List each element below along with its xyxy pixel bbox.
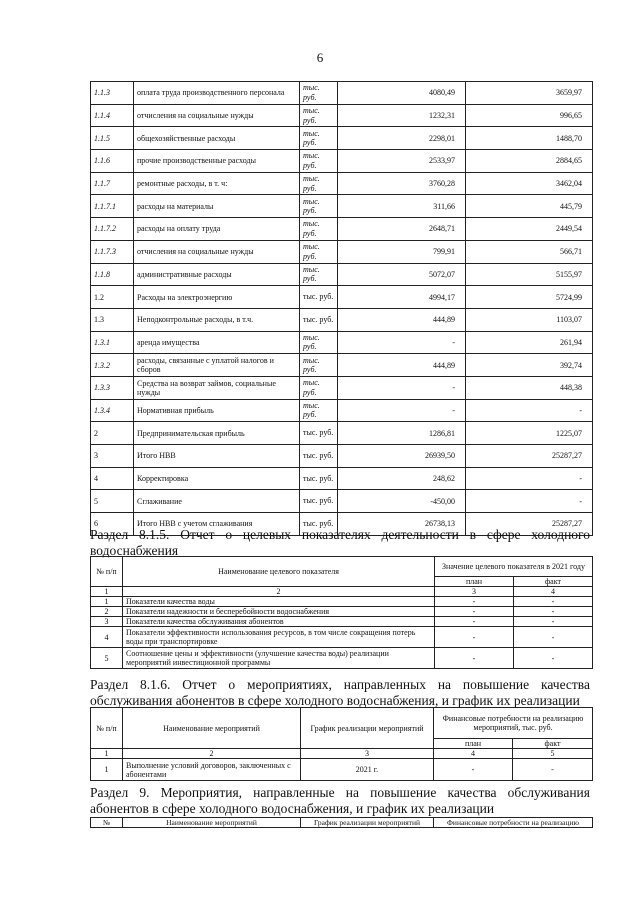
row-code: 3 <box>91 445 134 468</box>
row-unit: тыс. руб. <box>300 422 338 445</box>
row-name: Нормативная прибыль <box>134 399 300 422</box>
row-unit: тыс. руб. <box>300 513 338 536</box>
indicator-plan: - <box>435 607 514 617</box>
col-name-header: Наименование целевого показателя <box>123 557 435 587</box>
row-code: 1.1.7.3 <box>91 240 134 263</box>
row-name: ремонтные расходы, в т. ч: <box>134 172 300 195</box>
col-plan-header: план <box>434 739 513 749</box>
row-name: отчисления на социальные нужды <box>134 240 300 263</box>
indicator-row <box>91 607 593 617</box>
indicator-num: 3 <box>91 617 123 627</box>
row-value-1: 26738,13 <box>338 513 466 536</box>
index-cell: 2 <box>123 587 435 597</box>
row-value-1: - <box>338 331 466 354</box>
col-plan-header: план <box>435 577 514 587</box>
cost-table-row <box>91 422 593 445</box>
row-value-1: 4994,17 <box>338 286 466 309</box>
cost-table-row <box>91 263 593 286</box>
section-9-heading: Раздел 9. Мероприятия, направленные на повышение качества обслуживания абонентов в сфере холодного водоснабжения, и график их реализации <box>90 785 590 816</box>
indicator-row <box>91 648 593 669</box>
col-value-header: Значение целевого показателя в 2021 году <box>435 557 593 577</box>
row-value-2: 392,74 <box>466 354 593 377</box>
row-value-1: 26939,50 <box>338 445 466 468</box>
row-value-2: 25287,27 <box>466 513 593 536</box>
row-name: административные расходы <box>134 263 300 286</box>
indicator-name: Показатели качества воды <box>123 597 435 607</box>
event-fact: - <box>513 759 593 781</box>
indicator-name: Показатели качества обслуживания абонентов <box>123 617 435 627</box>
col-fact-header: факт <box>513 739 593 749</box>
row-unit: тыс. руб. <box>300 104 338 127</box>
row-name: расходы на оплату труда <box>134 218 300 241</box>
indicator-plan: - <box>435 597 514 607</box>
row-code: 1.1.8 <box>91 263 134 286</box>
col-schedule-header: График реализации мероприятий <box>301 818 434 828</box>
row-code: 1.3.1 <box>91 331 134 354</box>
indicator-num: 2 <box>91 607 123 617</box>
row-code: 1.1.7 <box>91 172 134 195</box>
indicator-row <box>91 597 593 607</box>
row-name: Корректировка <box>134 467 300 490</box>
section-9-table <box>90 817 593 828</box>
row-name: Неподконтрольные расходы, в т.ч. <box>134 308 300 331</box>
indicator-row <box>91 617 593 627</box>
row-value-2: - <box>466 399 593 422</box>
row-unit: тыс. руб. <box>300 82 338 105</box>
row-value-2: 2884,65 <box>466 150 593 173</box>
row-name: Итого НВВ с учетом сглаживания <box>134 513 300 536</box>
col-num-header: № п/п <box>91 708 123 749</box>
index-cell: 2 <box>123 749 301 759</box>
row-value-1: 2298,01 <box>338 127 466 150</box>
row-code: 1.3.3 <box>91 376 134 399</box>
indicator-plan: - <box>435 648 514 669</box>
index-cell: 4 <box>434 749 513 759</box>
row-name: Предпринимательская прибыль <box>134 422 300 445</box>
cost-table-row <box>91 240 593 263</box>
row-unit: тыс. руб. <box>300 354 338 377</box>
cost-table-row <box>91 308 593 331</box>
row-code: 1.3.4 <box>91 399 134 422</box>
cost-table-row <box>91 376 593 399</box>
row-unit: тыс. руб. <box>300 172 338 195</box>
row-code: 6 <box>91 513 134 536</box>
row-value-2: 1488,70 <box>466 127 593 150</box>
row-code: 1.1.7.2 <box>91 218 134 241</box>
row-unit: тыс. руб. <box>300 263 338 286</box>
cost-table-row <box>91 195 593 218</box>
row-value-1: - <box>338 376 466 399</box>
cost-table-row <box>91 467 593 490</box>
row-code: 1.1.4 <box>91 104 134 127</box>
row-value-2: 5155,97 <box>466 263 593 286</box>
row-value-2: 996,65 <box>466 104 593 127</box>
col-fact-header: факт <box>514 577 593 587</box>
event-schedule: 2021 г. <box>301 759 434 781</box>
row-unit: тыс. руб. <box>300 445 338 468</box>
indicator-name: Показатели эффективности использования ресурсов, в том числе сокращения потерь воды при транспортировке <box>123 627 435 648</box>
row-name: аренда имущества <box>134 331 300 354</box>
row-name: отчисления на социальные нужды <box>134 104 300 127</box>
row-unit: тыс. руб. <box>300 240 338 263</box>
row-value-1: 311,66 <box>338 195 466 218</box>
col-schedule-header: График реализации мероприятий <box>301 708 434 749</box>
indicator-plan: - <box>435 627 514 648</box>
row-name: расходы на материалы <box>134 195 300 218</box>
index-cell: 1 <box>91 587 123 597</box>
row-code: 4 <box>91 467 134 490</box>
col-fin-header: Финансовые потребности на реализацию <box>434 818 593 828</box>
row-value-1: 5072,07 <box>338 263 466 286</box>
row-value-2: 1103,07 <box>466 308 593 331</box>
section-8-1-6-heading: Раздел 8.1.6. Отчет о мероприятиях, направленных на повышение качества обслуживания абонентов в сфере холодного водоснабжения, и график их реализации <box>90 677 590 708</box>
target-indicators-table <box>90 556 593 669</box>
row-unit: тыс. руб. <box>300 399 338 422</box>
section-8-1-5-heading: Раздел 8.1.5. Отчет о целевых показателях деятельности в сфере холодного водоснабжения <box>90 527 590 558</box>
cost-table-row <box>91 445 593 468</box>
event-name: Выполнение условий договоров, заключенных с абонентами <box>123 759 301 781</box>
row-code: 1.3 <box>91 308 134 331</box>
cost-table-row <box>91 82 593 105</box>
row-code: 1.3.2 <box>91 354 134 377</box>
indicator-fact: - <box>514 648 593 669</box>
row-value-1: 444,89 <box>338 308 466 331</box>
row-code: 5 <box>91 490 134 513</box>
row-value-1: 1286,81 <box>338 422 466 445</box>
row-value-1: 3760,28 <box>338 172 466 195</box>
index-cell: 3 <box>435 587 514 597</box>
indicator-fact: - <box>514 607 593 617</box>
row-code: 1.1.6 <box>91 150 134 173</box>
row-unit: тыс. руб. <box>300 376 338 399</box>
row-value-2: 1225,07 <box>466 422 593 445</box>
indicator-num: 5 <box>91 648 123 669</box>
row-name: Расходы на электроэнергию <box>134 286 300 309</box>
col-num-header: № п/п <box>91 557 123 587</box>
cost-table-row <box>91 399 593 422</box>
row-unit: тыс. руб. <box>300 127 338 150</box>
row-value-2: 566,71 <box>466 240 593 263</box>
cost-table-row <box>91 172 593 195</box>
row-name: Сглаживание <box>134 490 300 513</box>
row-name: расходы, связанные с уплатой налогов и сборов <box>134 354 300 377</box>
col-num-header: № <box>91 818 123 828</box>
cost-table-row <box>91 331 593 354</box>
row-value-1: 1232,31 <box>338 104 466 127</box>
row-name: Итого НВВ <box>134 445 300 468</box>
row-name: Средства на возврат займов, социальные нужды <box>134 376 300 399</box>
row-value-1: 444,89 <box>338 354 466 377</box>
indicator-num: 1 <box>91 597 123 607</box>
index-cell: 5 <box>513 749 593 759</box>
row-value-1: 248,62 <box>338 467 466 490</box>
cost-table <box>90 81 593 536</box>
cost-table-row <box>91 490 593 513</box>
row-name: прочие производственные расходы <box>134 150 300 173</box>
row-unit: тыс. руб. <box>300 308 338 331</box>
row-code: 1.1.5 <box>91 127 134 150</box>
cost-table-row <box>91 150 593 173</box>
row-code: 1.1.3 <box>91 82 134 105</box>
row-unit: тыс. руб. <box>300 331 338 354</box>
event-num: 1 <box>91 759 123 781</box>
row-value-1: 799,91 <box>338 240 466 263</box>
row-value-1: - <box>338 399 466 422</box>
row-unit: тыс. руб. <box>300 218 338 241</box>
row-value-2: 448,38 <box>466 376 593 399</box>
cost-table-body <box>91 82 593 536</box>
row-value-1: -450,00 <box>338 490 466 513</box>
events-table <box>90 707 593 781</box>
row-value-2: 3462,04 <box>466 172 593 195</box>
row-unit: тыс. руб. <box>300 150 338 173</box>
indicator-fact: - <box>514 627 593 648</box>
row-value-1: 2648,71 <box>338 218 466 241</box>
cost-table-row <box>91 104 593 127</box>
row-unit: тыс. руб. <box>300 467 338 490</box>
row-unit: тыс. руб. <box>300 286 338 309</box>
index-cell: 3 <box>301 749 434 759</box>
index-cell: 1 <box>91 749 123 759</box>
indicator-name: Показатели надежности и бесперебойности водоснабжения <box>123 607 435 617</box>
target-indicators-body <box>91 597 593 669</box>
row-value-2: - <box>466 490 593 513</box>
row-unit: тыс. руб. <box>300 195 338 218</box>
indicator-num: 4 <box>91 627 123 648</box>
col-fin-header: Финансовые потребности на реализацию мероприятий, тыс. руб. <box>434 708 593 739</box>
row-code: 1.2 <box>91 286 134 309</box>
row-value-2: 445,79 <box>466 195 593 218</box>
col-name-header: Наименование мероприятий <box>123 818 301 828</box>
row-value-2: 25287,27 <box>466 445 593 468</box>
index-cell: 4 <box>514 587 593 597</box>
row-value-2: 5724,99 <box>466 286 593 309</box>
col-name-header: Наименование мероприятий <box>123 708 301 749</box>
row-name: оплата труда производственного персонала <box>134 82 300 105</box>
indicator-fact: - <box>514 597 593 607</box>
row-value-1: 2533,97 <box>338 150 466 173</box>
row-value-2: 3659,97 <box>466 82 593 105</box>
indicator-row <box>91 627 593 648</box>
row-code: 2 <box>91 422 134 445</box>
cost-table-row <box>91 286 593 309</box>
cost-table-row <box>91 354 593 377</box>
row-value-1: 4080,49 <box>338 82 466 105</box>
cost-table-row <box>91 218 593 241</box>
cost-table-row <box>91 127 593 150</box>
row-value-2: 261,94 <box>466 331 593 354</box>
page-number: 6 <box>316 50 324 65</box>
row-name: общехозяйственные расходы <box>134 127 300 150</box>
indicator-fact: - <box>514 617 593 627</box>
row-unit: тыс. руб. <box>300 490 338 513</box>
row-value-2: 2449,54 <box>466 218 593 241</box>
row-value-2: - <box>466 467 593 490</box>
indicator-name: Соотношение цены и эффективности (улучшение качества воды) реализации мероприятий инвестиционной программы <box>123 648 435 669</box>
indicator-plan: - <box>435 617 514 627</box>
row-code: 1.1.7.1 <box>91 195 134 218</box>
event-plan: - <box>434 759 513 781</box>
